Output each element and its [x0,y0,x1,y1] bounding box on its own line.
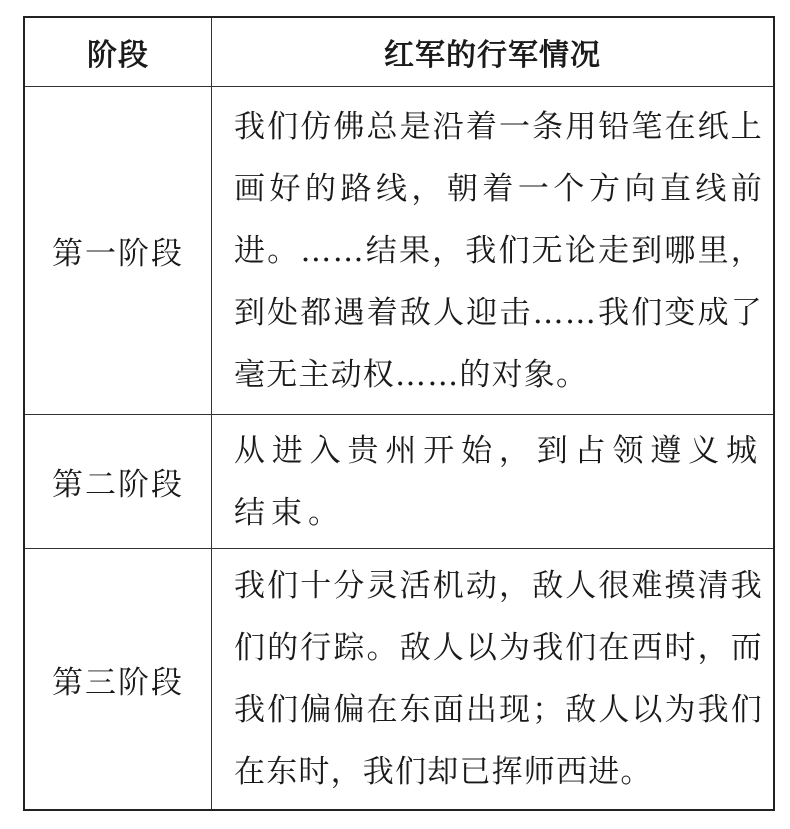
description-cell: 我们十分灵活机动，敌人很难摸清我们的行踪。敌人以为我们在西时，而我们偏偏在东面出现；敌人以为我们在东时，我们却已挥师西进。 [234,568,763,790]
description-cell: 从进入贵州开始，到占领遵义城结束。 [234,432,763,531]
table-header-row [25,18,773,86]
stage-cell: 第一阶段 [25,87,212,414]
stage-cell: 第二阶段 [25,415,212,548]
header-stage: 阶段 [25,18,212,86]
table-row [25,414,773,548]
march-table [23,16,775,811]
header-march-situation: 红军的行军情况 [384,38,601,73]
table-row [25,86,773,414]
description-cell: 我们仿佛总是沿着一条用铅笔在纸上画好的路线，朝着一个方向直线前进。……结果，我们无论走到哪里，到处都遇着敌人迎击……我们变成了毫无主动权……的对象。 [234,108,763,393]
table-row [25,548,773,809]
stage-cell: 第三阶段 [25,549,212,809]
